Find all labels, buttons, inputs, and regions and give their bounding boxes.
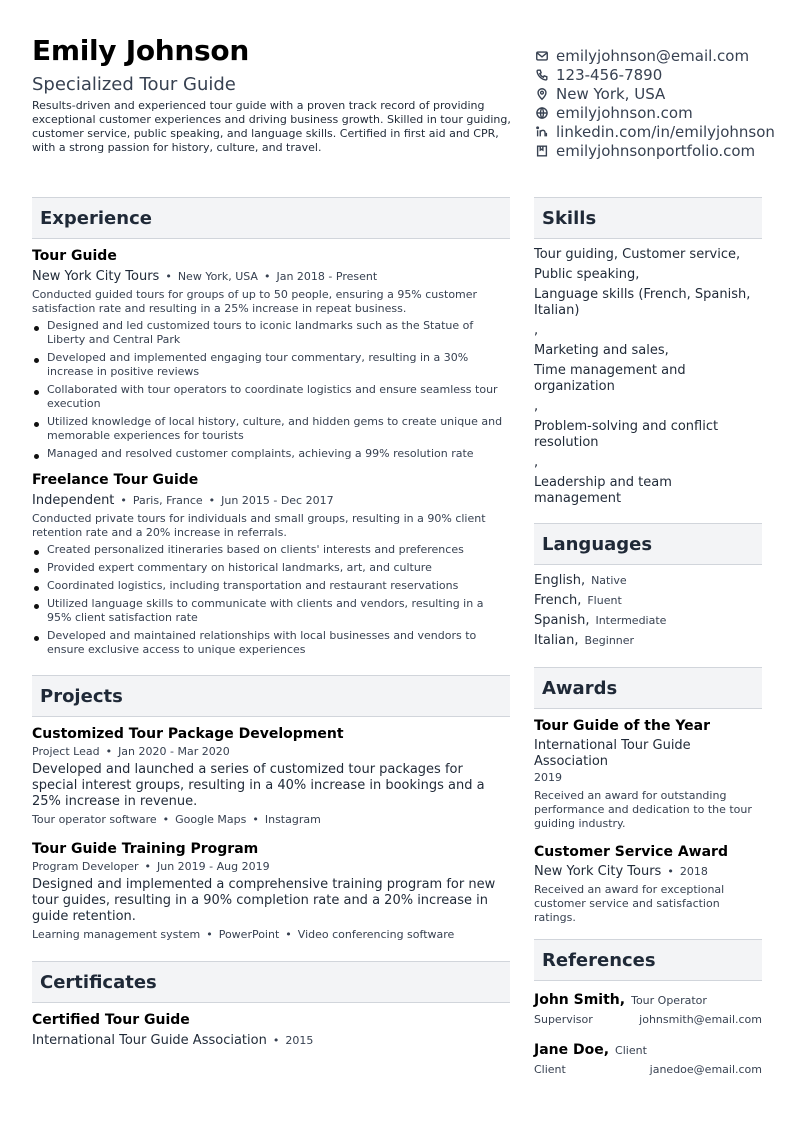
reference-name: John Smith, bbox=[534, 992, 626, 1008]
list-item: Developed and maintained relationships with local businesses and vendors to ensure exclusive access to unique experiences bbox=[32, 629, 510, 657]
award-year: 2018 bbox=[679, 865, 708, 878]
project-meta: Project Lead • Jan 2020 - Mar 2020 bbox=[32, 745, 230, 758]
location-icon bbox=[534, 86, 550, 102]
tool-tag: Google Maps bbox=[175, 813, 247, 826]
contact-phone-text: 123-456-7890 bbox=[556, 65, 663, 84]
job-bullets bbox=[32, 319, 510, 461]
tool-tag: Instagram bbox=[264, 813, 321, 826]
skill-item: Tour guiding, bbox=[534, 247, 618, 262]
certificate-item bbox=[32, 1011, 510, 1051]
job-description: Conducted private tours for individuals and small groups, resulting in a 90% client retention rate and a 20% increase in referrals. bbox=[32, 512, 486, 539]
linkedin-icon bbox=[534, 124, 550, 140]
experience-item bbox=[32, 471, 510, 657]
language-name: Italian, bbox=[534, 633, 579, 648]
tool-tag: Learning management system bbox=[32, 928, 201, 941]
languages-heading: Languages bbox=[534, 523, 762, 565]
list-item: Provided expert commentary on historical landmarks, art, and culture bbox=[32, 561, 510, 575]
contact-location-text: New York, USA bbox=[556, 84, 666, 103]
project-title: Customized Tour Package Development bbox=[32, 726, 344, 742]
language-row bbox=[534, 591, 762, 611]
reference-relation: Client bbox=[534, 1063, 566, 1076]
language-name: Spanish, bbox=[534, 613, 590, 628]
phone-icon bbox=[534, 67, 550, 83]
list-item: Coordinated logistics, including transportation and restaurant reservations bbox=[32, 579, 510, 593]
reference-email[interactable]: janedoe@email.com bbox=[649, 1063, 762, 1076]
award-org-row: New York City Tours • 2018 bbox=[534, 864, 708, 879]
award-org: International Tour Guide Association bbox=[534, 738, 691, 769]
list-item: Utilized knowledge of local history, culture, and hidden gems to create unique and memorable experiences for tourists bbox=[32, 415, 510, 443]
list-item: Collaborated with tour operators to coordinate logistics and ensure seamless tour execution bbox=[32, 383, 510, 411]
contact-website-text: emilyjohnson.com bbox=[556, 103, 693, 122]
reference-details bbox=[534, 1061, 762, 1079]
job-bullets bbox=[32, 543, 510, 657]
skill-item: Leadership and team management bbox=[534, 475, 672, 506]
award-description: Received an award for outstanding performance and dedication to the tour guiding industry. bbox=[534, 789, 752, 830]
project-tools: Tour operator software • Google Maps • Instagram bbox=[32, 813, 321, 826]
list-item: Designed and led customized tours to iconic landmarks such as the Statue of Liberty and Central Park bbox=[32, 319, 510, 347]
skill-separator: , bbox=[534, 455, 539, 470]
contact-list bbox=[534, 46, 794, 160]
portfolio-icon bbox=[534, 143, 550, 159]
list-item: Developed and implemented engaging tour commentary, resulting in a 30% increase in positive reviews bbox=[32, 351, 510, 379]
award-year: 2019 bbox=[534, 771, 562, 784]
contact-portfolio[interactable] bbox=[534, 141, 794, 160]
list-item: Utilized language skills to communicate with clients and vendors, resulting in a 95% client satisfaction rate bbox=[32, 597, 510, 625]
contact-linkedin[interactable] bbox=[534, 122, 794, 141]
skill-item: Public speaking, bbox=[534, 267, 640, 282]
project-title: Tour Guide Training Program bbox=[32, 841, 259, 857]
job-title: Tour Guide bbox=[32, 248, 117, 264]
projects-heading: Projects bbox=[32, 675, 510, 717]
job-description: Conducted guided tours for groups of up to 50 people, ensuring a 95% customer satisfaction rate and resulting in a 25% increase in repeat business. bbox=[32, 288, 478, 315]
job-title: Freelance Tour Guide bbox=[32, 472, 199, 488]
list-item: Managed and resolved customer complaints, achieving a 99% resolution rate bbox=[32, 447, 510, 461]
skill-item: Language skills (French, Spanish, Italian) bbox=[534, 287, 751, 318]
language-name: French, bbox=[534, 593, 582, 608]
mail-icon bbox=[534, 48, 550, 64]
award-title: Tour Guide of the Year bbox=[534, 718, 711, 734]
skill-item: Problem-solving and conflict resolution bbox=[534, 419, 719, 450]
reference-role: Client bbox=[615, 1044, 647, 1057]
job-meta: Independent • Paris, France • Jun 2015 - Dec 2017 bbox=[32, 493, 334, 508]
awards-heading: Awards bbox=[534, 667, 762, 709]
skill-separator: , bbox=[534, 399, 539, 414]
award-title: Customer Service Award bbox=[534, 844, 728, 860]
skill-item: Marketing and sales, bbox=[534, 343, 669, 358]
certificate-issuer: International Tour Guide Association bbox=[32, 1033, 267, 1048]
side-column bbox=[534, 197, 762, 1079]
language-level: Fluent bbox=[587, 594, 622, 607]
job-company: New York City Tours bbox=[32, 269, 160, 284]
project-role: Project Lead bbox=[32, 745, 100, 758]
job-location: Paris, France bbox=[132, 494, 203, 507]
references-heading: References bbox=[534, 939, 762, 981]
language-level: Native bbox=[591, 574, 627, 587]
tool-tag: Video conferencing software bbox=[297, 928, 455, 941]
language-row bbox=[534, 571, 762, 591]
experience-item bbox=[32, 247, 510, 461]
skills-list bbox=[534, 247, 762, 507]
reference-header bbox=[534, 1039, 762, 1061]
globe-icon bbox=[534, 105, 550, 121]
project-dates: Jun 2019 - Aug 2019 bbox=[156, 860, 270, 873]
resume-header bbox=[32, 30, 792, 180]
language-row bbox=[534, 631, 762, 651]
job-dates: Jun 2015 - Dec 2017 bbox=[221, 494, 334, 507]
languages-list bbox=[534, 571, 762, 651]
language-name: English, bbox=[534, 573, 586, 588]
award-org: New York City Tours bbox=[534, 864, 662, 879]
main-column bbox=[32, 197, 510, 1051]
summary: Results-driven and experienced tour guide with a proven track record of providing exceptional customer experiences and driving business growth. Skilled in tour guiding, customer service, public speaking, and language skills. Certified in first aid and CPR, with a strong passion for history, culture, and travel. bbox=[32, 99, 511, 154]
reference-header bbox=[534, 989, 762, 1011]
tool-tag: PowerPoint bbox=[218, 928, 280, 941]
reference-details bbox=[534, 1011, 762, 1029]
skill-separator: , bbox=[534, 323, 539, 338]
contact-location bbox=[534, 84, 794, 103]
award-item bbox=[534, 843, 762, 925]
reference-name: Jane Doe, bbox=[534, 1042, 610, 1058]
job-meta: New York City Tours • New York, USA • Jan 2018 - Present bbox=[32, 269, 378, 284]
language-row bbox=[534, 611, 762, 631]
experience-heading: Experience bbox=[32, 197, 510, 239]
project-dates: Jan 2020 - Mar 2020 bbox=[118, 745, 230, 758]
project-description: Developed and launched a series of customized tour packages for special interest groups, resulting in a 40% increase in bookings and a 25% increase in revenue. bbox=[32, 762, 485, 809]
contact-website[interactable] bbox=[534, 103, 794, 122]
award-item bbox=[534, 717, 762, 831]
job-company: Independent bbox=[32, 493, 115, 508]
job-dates: Jan 2018 - Present bbox=[276, 270, 378, 283]
candidate-name: Emily Johnson bbox=[32, 34, 249, 67]
skill-item: Time management and organization bbox=[534, 363, 686, 394]
certificates-heading: Certificates bbox=[32, 961, 510, 1003]
skill-row bbox=[534, 247, 762, 263]
skills-heading: Skills bbox=[534, 197, 762, 239]
language-level: Intermediate bbox=[595, 614, 667, 627]
contact-email-text: emilyjohnson@email.com bbox=[556, 46, 750, 65]
project-item bbox=[32, 840, 510, 943]
list-item: Created personalized itineraries based on clients' interests and preferences bbox=[32, 543, 510, 557]
reference-item bbox=[534, 989, 762, 1029]
reference-item bbox=[534, 1039, 762, 1079]
certificate-meta: International Tour Guide Association • 2015 bbox=[32, 1033, 314, 1048]
candidate-title: Specialized Tour Guide bbox=[32, 74, 236, 95]
tool-tag: Tour operator software bbox=[32, 813, 157, 826]
job-location: New York, USA bbox=[177, 270, 258, 283]
language-level: Beginner bbox=[584, 634, 635, 647]
project-description: Designed and implemented a comprehensive training program for new tour guides, resulting in a 90% completion rate and a 20% increase in guide retention. bbox=[32, 877, 496, 924]
contact-linkedin-text: linkedin.com/in/emilyjohnson bbox=[556, 122, 775, 141]
reference-role: Tour Operator bbox=[631, 994, 707, 1007]
skill-item: Customer service, bbox=[622, 247, 741, 262]
project-tools: Learning management system • PowerPoint • Video conferencing software bbox=[32, 928, 455, 941]
certificate-year: 2015 bbox=[285, 1034, 314, 1047]
project-item bbox=[32, 725, 510, 828]
project-role: Program Developer bbox=[32, 860, 139, 873]
contact-email[interactable] bbox=[534, 46, 794, 65]
reference-email[interactable]: johnsmith@email.com bbox=[639, 1013, 762, 1026]
certificate-title: Certified Tour Guide bbox=[32, 1012, 190, 1028]
contact-portfolio-text: emilyjohnsonportfolio.com bbox=[556, 141, 756, 160]
project-meta: Program Developer • Jun 2019 - Aug 2019 bbox=[32, 860, 270, 873]
reference-relation: Supervisor bbox=[534, 1013, 593, 1026]
contact-phone[interactable] bbox=[534, 65, 794, 84]
award-description: Received an award for exceptional customer service and satisfaction ratings. bbox=[534, 883, 725, 924]
